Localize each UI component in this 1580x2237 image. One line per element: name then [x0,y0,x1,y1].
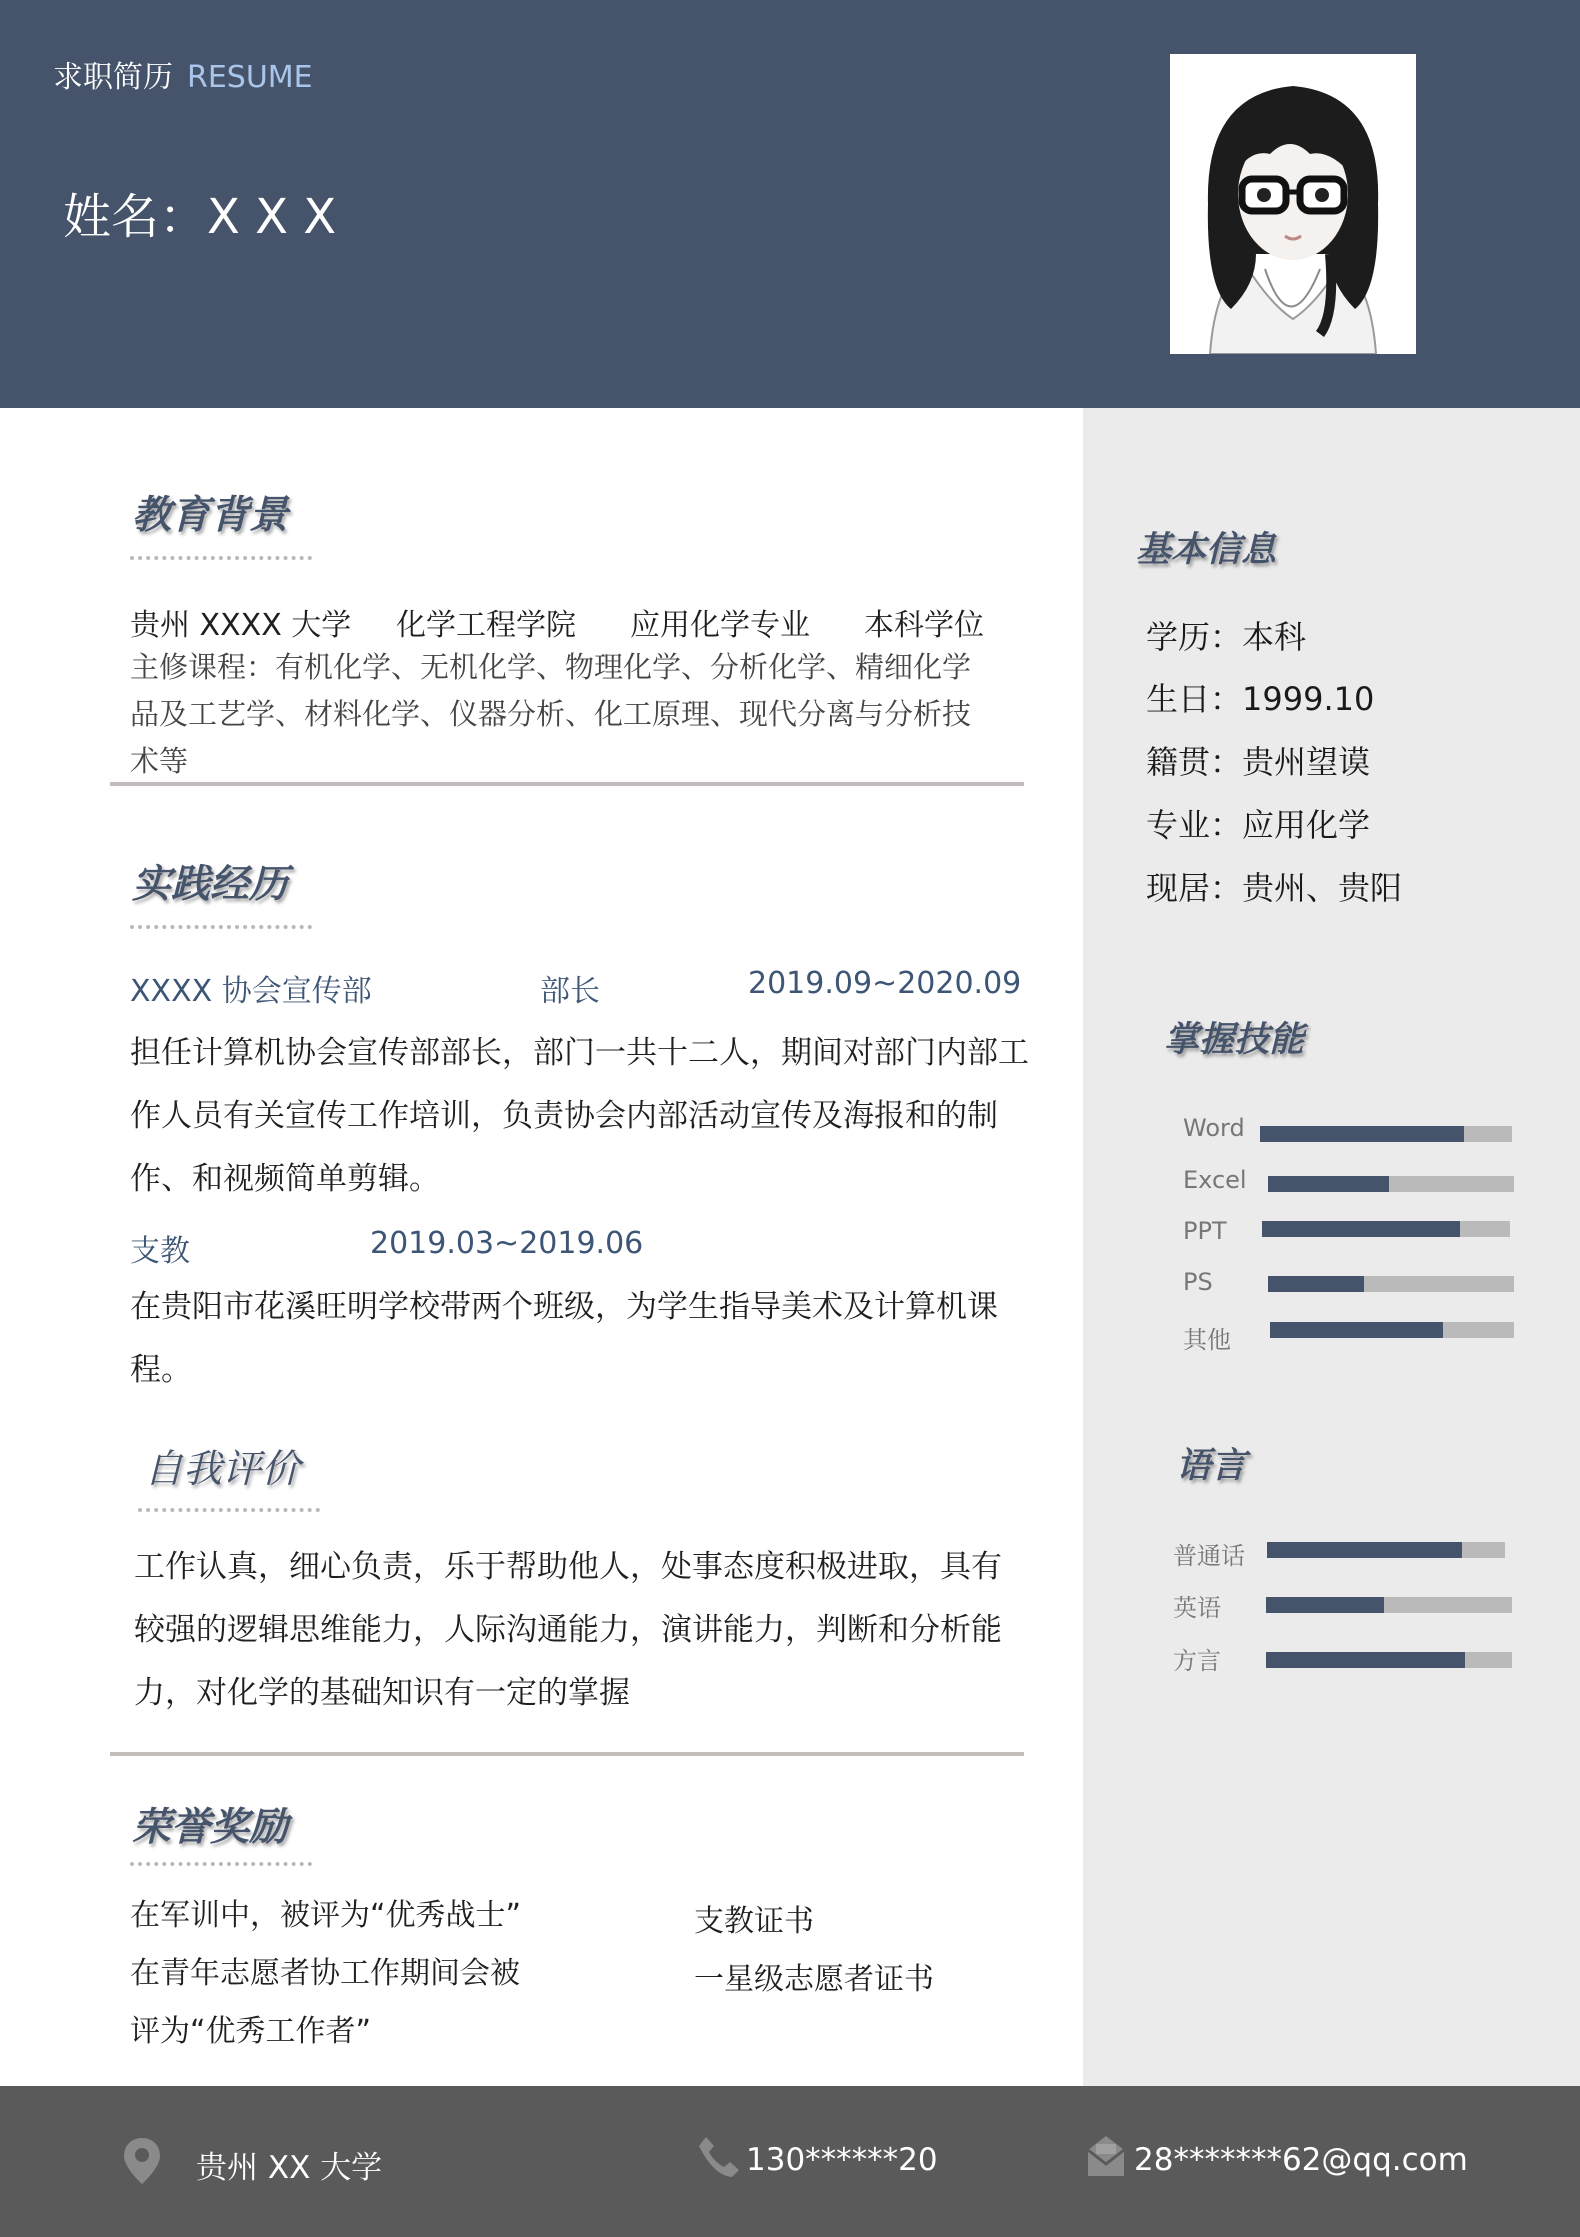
divider [110,1752,1024,1756]
skill-fill [1268,1176,1389,1192]
honor-right-2: 一星级志愿者证书 [694,1962,934,1997]
education-school: 贵州 XXXX 大学 [130,608,352,643]
footer-school: 贵州 XX 大学 [196,2150,383,2186]
section-underline [138,1508,320,1512]
location-pin-icon [122,2136,162,2186]
section-underline [130,1862,312,1866]
section-title-self-eval: 自我评价 [144,1447,301,1492]
phone-icon [696,2134,742,2180]
skill-bar-excel [1268,1176,1514,1192]
profile-photo [1170,54,1416,354]
section-title-practice: 实践经历 [132,861,289,907]
practice-1-org: XXXX 协会宣传部 [130,974,372,1009]
sidebar-panel [1083,408,1580,2086]
skill-bar-other [1270,1322,1514,1338]
section-underline [130,556,312,560]
skill-bar-ppt [1262,1221,1510,1237]
footer-phone: 130******20 [746,2142,938,2178]
name-field: 姓名：X X X [63,189,337,245]
practice-2-desc: 在贵阳市花溪旺明学校带两个班级，为学生指导美术及计算机课程。 [130,1289,998,1388]
resume-cn-label: 求职简历 [53,60,173,95]
skill-bar-word [1260,1126,1512,1142]
section-title-skills: 掌握技能 [1164,1019,1305,1060]
info-residence: 现居：贵州、贵阳 [1146,869,1403,907]
info-major: 专业：应用化学 [1146,806,1371,844]
self-eval-text: 工作认真，细心负责，乐于帮助他人，处事态度积极进取，具有较强的逻辑思维能力，人际沟通能力，演讲能力，判断和分析能力，对化学的基础知识有一定的掌握 [134,1549,1002,1711]
section-title-education: 教育背景 [132,492,289,538]
section-title-languages: 语言 [1176,1445,1247,1486]
info-education: 学历：本科 [1146,618,1307,656]
honor-left-1: 在军训中，被评为“优秀战士” [130,1898,522,1933]
section-title-basic-info: 基本信息 [1136,529,1277,570]
skill-bar-ps [1268,1276,1514,1292]
skill-fill [1260,1126,1464,1142]
language-bar-dialect [1266,1652,1512,1668]
education-courses: 主修课程：有机化学、无机化学、物理化学、分析化学、精细化学品及工艺学、材料化学、仪器分析、化工原理、现代分离与分析技术等 [130,650,972,778]
language-label-dialect: 方言 [1173,1647,1221,1675]
section-title-honors: 荣誉奖励 [132,1804,289,1850]
education-college: 化学工程学院 [396,608,576,643]
education-degree: 本科学位 [864,608,984,643]
language-fill [1267,1542,1462,1558]
skill-fill [1270,1322,1443,1338]
language-label-mandarin: 普通话 [1173,1542,1245,1570]
skill-label-other: 其他 [1183,1326,1231,1354]
practice-1-role: 部长 [540,974,600,1009]
honor-left-2: 在青年志愿者协工作期间会被 [130,1956,520,1991]
skill-label-ps: PS [1183,1268,1213,1296]
footer-email: 28*******62@qq.com [1134,2142,1468,2178]
language-label-english: 英语 [1173,1594,1221,1622]
honor-left-3: 评为“优秀工作者” [130,2014,372,2049]
practice-1-date: 2019.09~2020.09 [748,966,1022,1001]
info-hometown: 籍贯：贵州望谟 [1146,743,1371,781]
language-fill [1266,1597,1384,1613]
language-bar-english [1266,1597,1512,1613]
skill-label-word: Word [1183,1114,1245,1142]
section-underline [130,925,312,929]
honor-right-1: 支教证书 [694,1904,814,1939]
skill-fill [1262,1221,1460,1237]
info-birthday: 生日：1999.10 [1146,680,1375,718]
practice-1-desc: 担任计算机协会宣传部部长，部门一共十二人，期间对部门内部工作人员有关宣传工作培训，负责协会内部活动宣传及海报和的制作、和视频简单剪辑。 [130,1035,1029,1197]
skill-label-ppt: PPT [1183,1217,1227,1245]
education-major: 应用化学专业 [630,608,810,643]
avatar-illustration [1170,54,1416,354]
language-fill [1266,1652,1465,1668]
practice-2-org: 支教 [130,1234,190,1269]
resume-tag [53,52,313,96]
resume-en-label: RESUME [187,60,313,95]
language-bar-mandarin [1267,1542,1505,1558]
skill-label-excel: Excel [1183,1166,1247,1194]
divider [110,782,1024,786]
email-icon [1084,2132,1128,2180]
skill-fill [1268,1276,1364,1292]
practice-2-date: 2019.03~2019.06 [370,1226,644,1261]
